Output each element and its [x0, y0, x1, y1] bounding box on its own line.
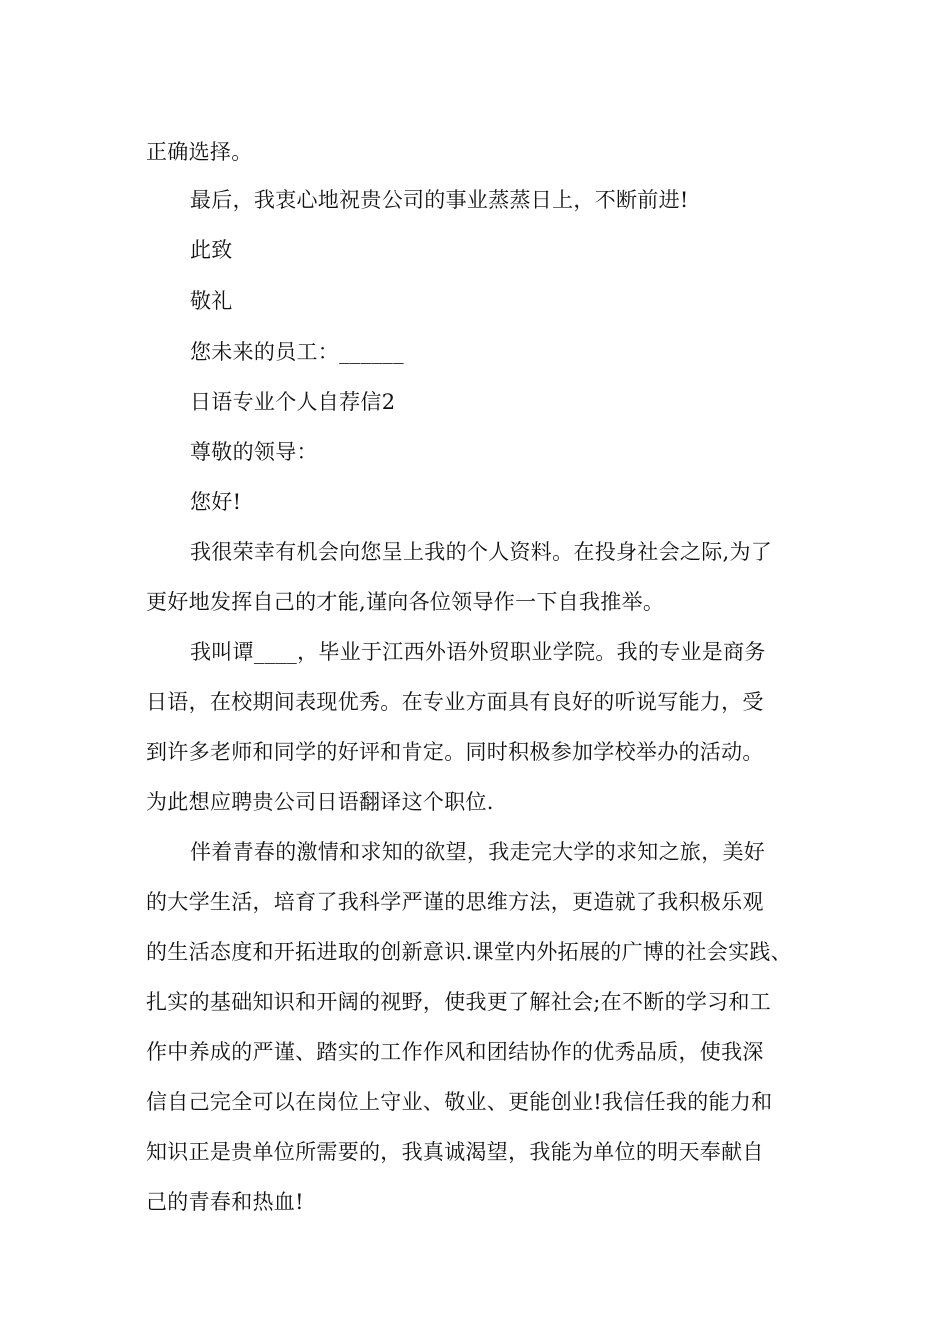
paragraph-line: 更好地发挥自己的才能,谨向各位领导作一下自我推举。	[146, 590, 665, 614]
greeting-hello: 您好!	[190, 490, 242, 514]
paragraph-line: 我很荣幸有机会向您呈上我的个人资料。在投身社会之际,为了	[190, 540, 773, 564]
salutation-jingli: 敬礼	[190, 289, 233, 313]
paragraph-line: 信自己完全可以在岗位上守业、敬业、更能创业!我信任我的能力和	[146, 1090, 773, 1114]
letter-title: 日语专业个人自荐信2	[190, 390, 396, 414]
closing-wish: 最后，我衷心地祝贵公司的事业蒸蒸日上，不断前进!	[190, 188, 689, 212]
greeting-addressee: 尊敬的领导：	[190, 440, 318, 464]
signature-line: 您未来的员工：______	[190, 340, 404, 364]
paragraph-line: 己的青春和热血!	[146, 1190, 304, 1214]
text-line: 正确选择。	[146, 140, 253, 164]
paragraph-line: 我叫谭____，毕业于江西外语外贸职业学院。我的专业是商务	[190, 640, 766, 664]
paragraph-line: 为此想应聘贵公司日语翻译这个职位.	[146, 790, 494, 814]
paragraph-line: 的大学生活，培育了我科学严谨的思维方法，更造就了我积极乐观	[146, 890, 764, 914]
paragraph-line: 到许多老师和同学的好评和肯定。同时积极参加学校举办的活动。	[146, 740, 764, 764]
paragraph-line: 的生活态度和开拓进取的创新意识.课堂内外拓展的广博的社会实践、	[146, 940, 792, 964]
paragraph-line: 作中养成的严谨、踏实的工作作风和团结协作的优秀品质，使我深	[146, 1040, 764, 1064]
salutation-cizhi: 此致	[190, 238, 233, 262]
paragraph-line: 伴着青春的激情和求知的欲望，我走完大学的求知之旅，美好	[190, 840, 766, 864]
paragraph-line: 扎实的基础知识和开阔的视野，使我更了解社会;在不断的学习和工	[146, 990, 772, 1014]
paragraph-line: 知识正是贵单位所需要的，我真诚渴望，我能为单位的明天奉献自	[146, 1140, 764, 1164]
paragraph-line: 日语，在校期间表现优秀。在专业方面具有良好的听说写能力，受	[146, 690, 764, 714]
